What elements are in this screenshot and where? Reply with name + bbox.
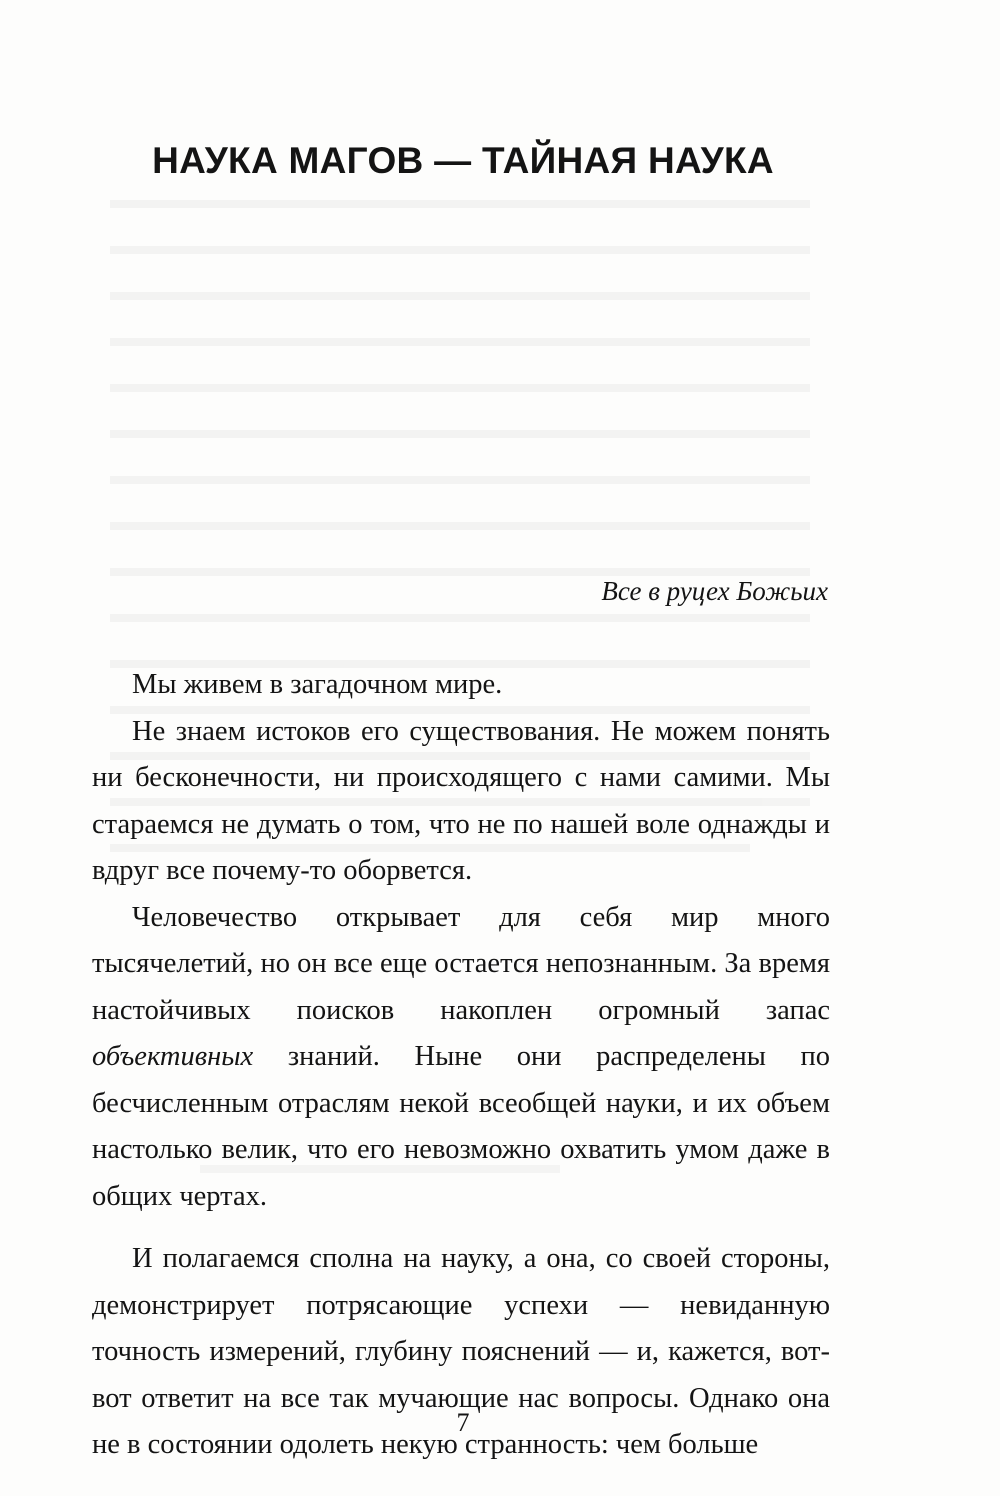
epigraph: Все в руцех Божьих (601, 576, 828, 606)
body-text (92, 662, 830, 1469)
paragraph (92, 895, 830, 1221)
page-number: 7 (456, 1408, 470, 1437)
paragraph-text: знаний. Ныне они распределены по бесчисленным отраслям некой всеобщей науки, и их объем настолько велик, что его невозможно охватить умом даже в общих чертах. (92, 1041, 830, 1212)
italic-term: объективных (92, 1041, 254, 1072)
paragraph (92, 662, 830, 709)
paragraph-text: И полагаемся сполна на науку, а она, со своей стороны, демонстрирует потрясающие успехи — невиданную точность измерений, глубину пояснений — и, кажется, вот-вот ответит на все так мучающие нас вопросы. Однако она не в состоянии одолеть некую странность: чем больше (92, 1243, 830, 1460)
paragraph (92, 709, 830, 895)
paragraph-text: Человечество открывает для себя мир много тысячелетий, но он все еще остается непознанным. За время настойчивых поисков накоплен огромный запас (92, 901, 830, 1026)
paragraph-text: Мы живем в загадочном мире. (132, 669, 503, 700)
chapter-title: НАУКА МАГОВ — ТАЙНАЯ НАУКА (152, 140, 774, 181)
paragraph-text: Не знаем истоков его существования. Не можем понять ни бесконечности, ни происходящего с нами самими. Мы стараемся не думать о том, что не по нашей воле однажды и вдруг все почему-то оборвется. (92, 715, 830, 886)
